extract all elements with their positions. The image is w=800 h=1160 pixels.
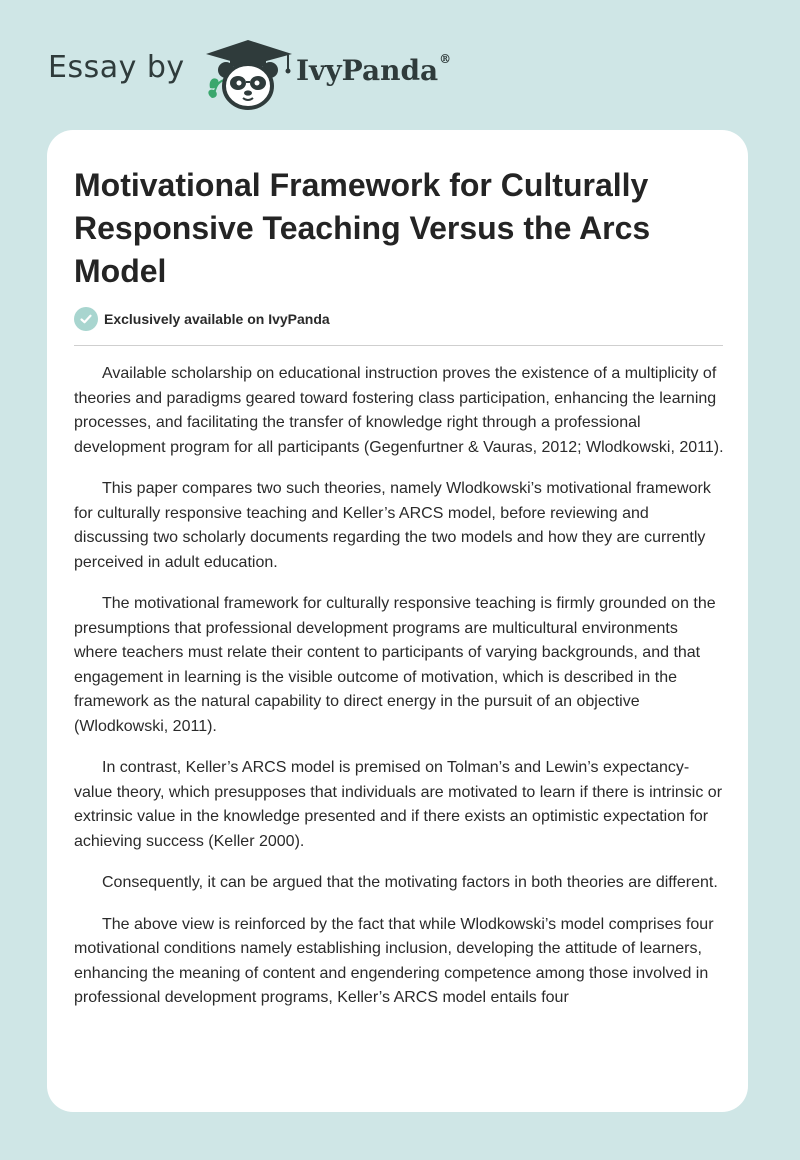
paragraph: The motivational framework for culturally responsive teaching is firmly grounded on the presumptions that professional development programs are multicultural environments where teachers must relate their content to participants of varying backgrounds, and that engagement in learning is the visible outcome of motivation, which is described in the framework as the natural capability to direct energy in the pursuit of an objective (Wlodkowski, 2011). (74, 595, 716, 735)
paragraph: The above view is reinforced by the fact that while Wlodkowski’s model comprises four motivational conditions namely establishing inclusion, developing the attitude of learners, enhancing the meaning of content and engendering competence among those involved in professional development programs, Keller’s ARCS model entails four (74, 915, 714, 1006)
registered-mark: ® (439, 52, 452, 66)
paragraph: Available scholarship on educational instruction proves the existence of a multiplicity of theories and paradigms geared toward fostering class participation, enhancing the learning processes, and facilitating the transfer of knowledge right through a professional development program for all participants (Gegenfurtner & Vauras, 2012; Wlodkowski, 2011). (74, 365, 724, 456)
check-circle-icon (74, 307, 98, 331)
exclusive-badge (74, 306, 330, 332)
exclusive-label: Exclusively available on IvyPanda (104, 311, 330, 327)
panda-graduate-icon (200, 36, 296, 112)
page-title: Motivational Framework for Culturally Responsive Teaching Versus the Arcs Model (74, 167, 651, 289)
paragraph: This paper compares two such theories, namely Wlodkowski’s motivational framework for culturally responsive teaching and Keller’s ARCS model, before reviewing and discussing two scholarly documents regarding the two models and how they are currently perceived in adult education. (74, 480, 711, 571)
essay-by-label: Essay by (48, 50, 185, 85)
essay-card (47, 130, 748, 1112)
divider (74, 345, 723, 346)
paragraph: In contrast, Keller’s ARCS model is premised on Tolman’s and Lewin’s expectancy-value theory, which presupposes that individuals are motivated to learn if there is intrinsic or extrinsic value in the knowledge presented and if there exists an optimistic expectation for achieving success (Keller 2000). (74, 759, 723, 850)
essay-body (74, 362, 724, 1028)
paragraph: Consequently, it can be argued that the motivating factors in both theories are different. (102, 874, 718, 891)
site-header (0, 0, 800, 130)
brand-name[interactable]: IvyPanda® (296, 52, 452, 87)
